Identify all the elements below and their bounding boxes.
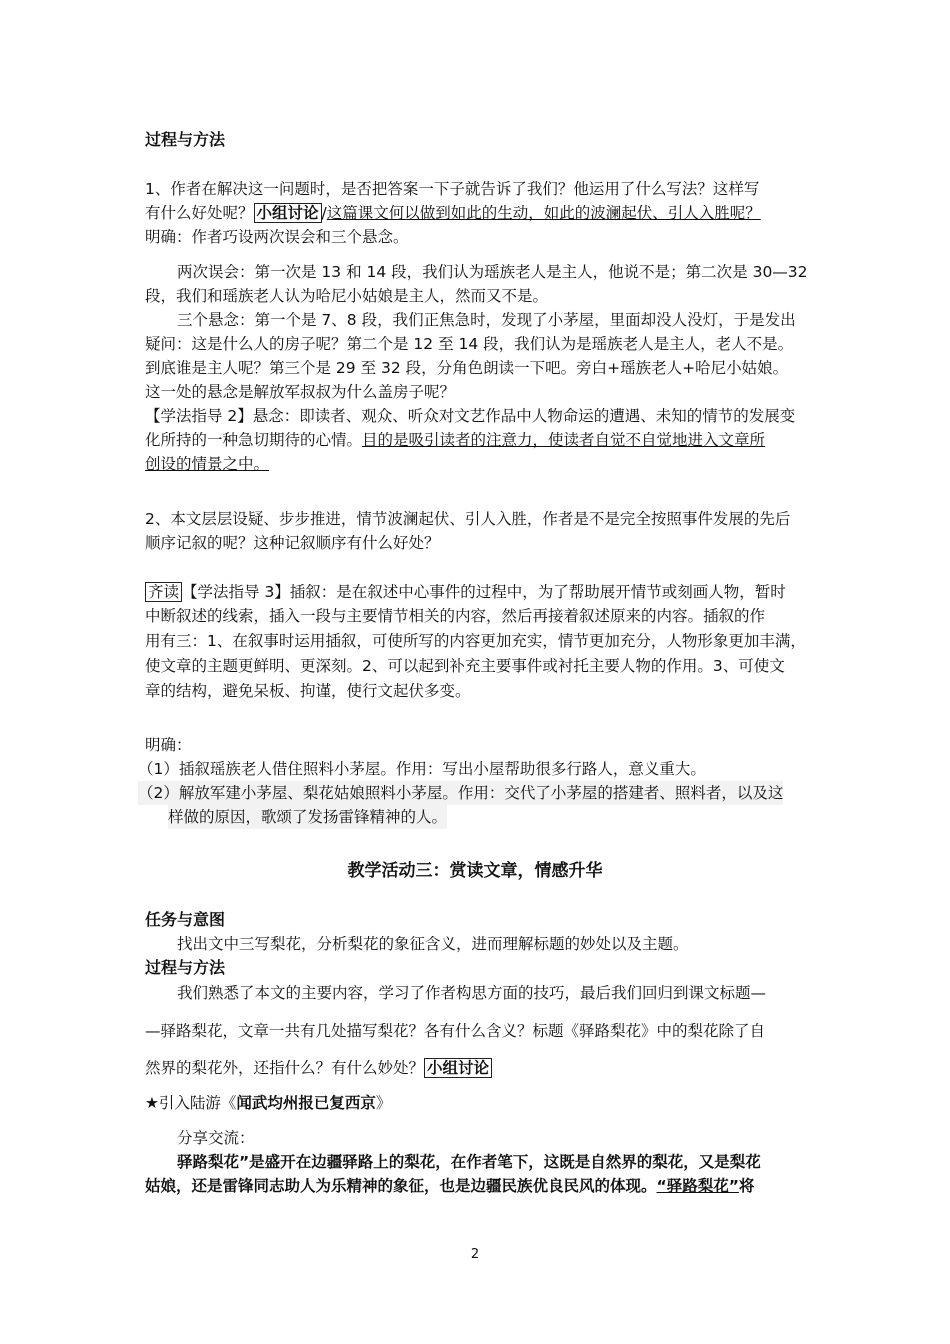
share-line-2: [145, 1174, 754, 1198]
task-text: 找出文中三写梨花，分析梨花的象征含义，进而理解标题的妙处以及主题。: [177, 935, 689, 953]
suspense-line-4: 这一处的悬念是解放军叔叔为什么盖房子呢？: [145, 383, 456, 401]
guide-2-underlined-end: 创设的情景之中。: [145, 455, 270, 473]
poem-title: 闻武均州报已复西京: [236, 1094, 376, 1112]
misunderstanding-line-1: 两次误会：第一次是 13 和 14 段，我们认为瑶族老人是主人，他说不是；第二次是 30—32: [177, 263, 808, 281]
section-heading-task-intent: 任务与意图: [145, 910, 226, 929]
process-2-line-1: 我们熟悉了本文的主要内容，学习了作者构思方面的技巧，最后我们回归到课文标题—: [177, 984, 767, 1002]
suspense-line-2: 疑问：这是什么人的房子呢？第二个是 12 至 14 段，我们认为是瑶族老人是主人，老人不是。: [145, 335, 794, 353]
page-number: 2: [470, 1247, 480, 1262]
clarify-item-2-line-1: （2）解放军建小茅屋、梨花姑娘照料小茅屋。作用：交代了小茅屋的搭建者、照料者，以及这: [138, 781, 783, 805]
question-1-underlined: 这篇课文何以做到如此的生动，如此的波澜起伏、引人入胜呢？: [326, 204, 761, 222]
share-label: 分享交流：: [177, 1129, 255, 1147]
activity-3-title: 教学活动三：赏读文章，情感升华: [347, 861, 603, 881]
question-2-line-2: 顺序记叙的呢？这种记叙顺序有什么好处？: [145, 534, 440, 552]
question-1-line-1: 1、作者在解决这一问题时，是否把答案一下子就告诉了我们？他运用了什么写法？这样写: [145, 180, 760, 198]
guide-3-line-4: 使文章的主题更鲜明、更深刻。2、可以起到补充主要事件或衬托主要人物的作用。3、可使文: [145, 657, 785, 675]
guide-2-text: 化所持的一种急切期待的心情。: [145, 431, 363, 449]
guide-3-line-5: 章的结构，避免呆板、拘谨，使行文起伏多变。: [145, 682, 471, 700]
share-line-1: 驿路梨花”是盛开在边疆驿路上的梨花，在作者笔下，这既是自然界的梨花，又是梨花: [177, 1153, 761, 1171]
clarify-item-2-line-2: 样做的原因，歌颂了发扬雷锋精神的人。: [168, 805, 447, 829]
section-heading-process-method-2: 过程与方法: [145, 958, 226, 977]
guide-2-line-3: [145, 452, 269, 476]
misunderstanding-line-2: 段，我们和瑶族老人认为哈尼小姑娘是主人，然而又不是。: [145, 287, 549, 305]
question-1-line-2: [145, 201, 761, 225]
section-heading-process-method: 过程与方法: [145, 130, 226, 149]
suspense-line-1: 三个悬念：第一个是 7、8 段，我们正焦急时，发现了小茅屋，里面却没人没灯，于是发出: [177, 311, 796, 329]
process-2-text: 然界的梨花外，还指什么？有什么妙处？: [145, 1059, 425, 1077]
clarify-label: 明确：: [145, 736, 192, 754]
question-2-line-1: 2、本文层层设疑、步步推进，情节波澜起伏、引人入胜，作者是不是完全按照事件发展的先后: [145, 510, 791, 528]
guide-3-line-2: 中断叙述的线索，插入一段与主要情节相关的内容，然后再接着叙述原来的内容。插叙的作: [145, 607, 766, 625]
share-underlined: “驿路梨花”: [656, 1177, 739, 1195]
quote-line: [145, 1091, 391, 1115]
guide-3-line-1: [145, 580, 786, 604]
guide-3-text: 【学法指导 3】插叙：是在叙述中心事件的过程中，为了帮助展开情节或刻画人物，暂时: [182, 583, 786, 601]
read-together-box: 齐读: [145, 582, 182, 602]
guide-2-underlined: 目的是吸引读者的注意力，使读者自觉不自觉地进入文章所: [362, 431, 766, 449]
share-end: 将: [738, 1177, 755, 1195]
guide-2-line-1: 【学法指导 2】悬念：即读者、观众、听众对文艺作品中人物命运的遭遇、未知的情节的发展变: [145, 407, 796, 425]
group-discussion-box: 小组讨论: [254, 203, 322, 223]
slash-separator: /: [321, 204, 327, 222]
process-2-line-2: —驿路梨花，文章一共有几处描写梨花？各有什么含义？标题《驿路梨花》中的梨花除了自: [145, 1022, 766, 1040]
guide-2-line-2: [145, 428, 765, 452]
guide-3-line-3: 用有三：1、在叙事时运用插叙，可使所写的内容更加充实，情节更加充分，人物形象更加丰满，: [145, 632, 806, 650]
process-2-line-3: [145, 1056, 492, 1080]
quote-suffix: 》: [375, 1094, 392, 1112]
share-text: 姑娘，还是雷锋同志助人为乐精神的象征，也是边疆民族优良民风的体现。: [145, 1177, 657, 1195]
question-1-text: 有什么好处呢？: [145, 204, 254, 222]
group-discussion-box-2: 小组讨论: [424, 1058, 492, 1078]
suspense-line-3: 到底谁是主人呢？第三个是 29 至 32 段，分角色朗读一下吧。旁白+瑶族老人+哈尼小姑娘。: [145, 359, 789, 377]
clarify-item-1: （1）插叙瑶族老人借住照料小茅屋。作用：写出小屋帮助很多行路人，意义重大。: [138, 760, 706, 778]
quote-prefix: ★引入陆游《: [145, 1094, 237, 1112]
question-1-answer: 明确：作者巧设两次误会和三个悬念。: [145, 228, 409, 246]
